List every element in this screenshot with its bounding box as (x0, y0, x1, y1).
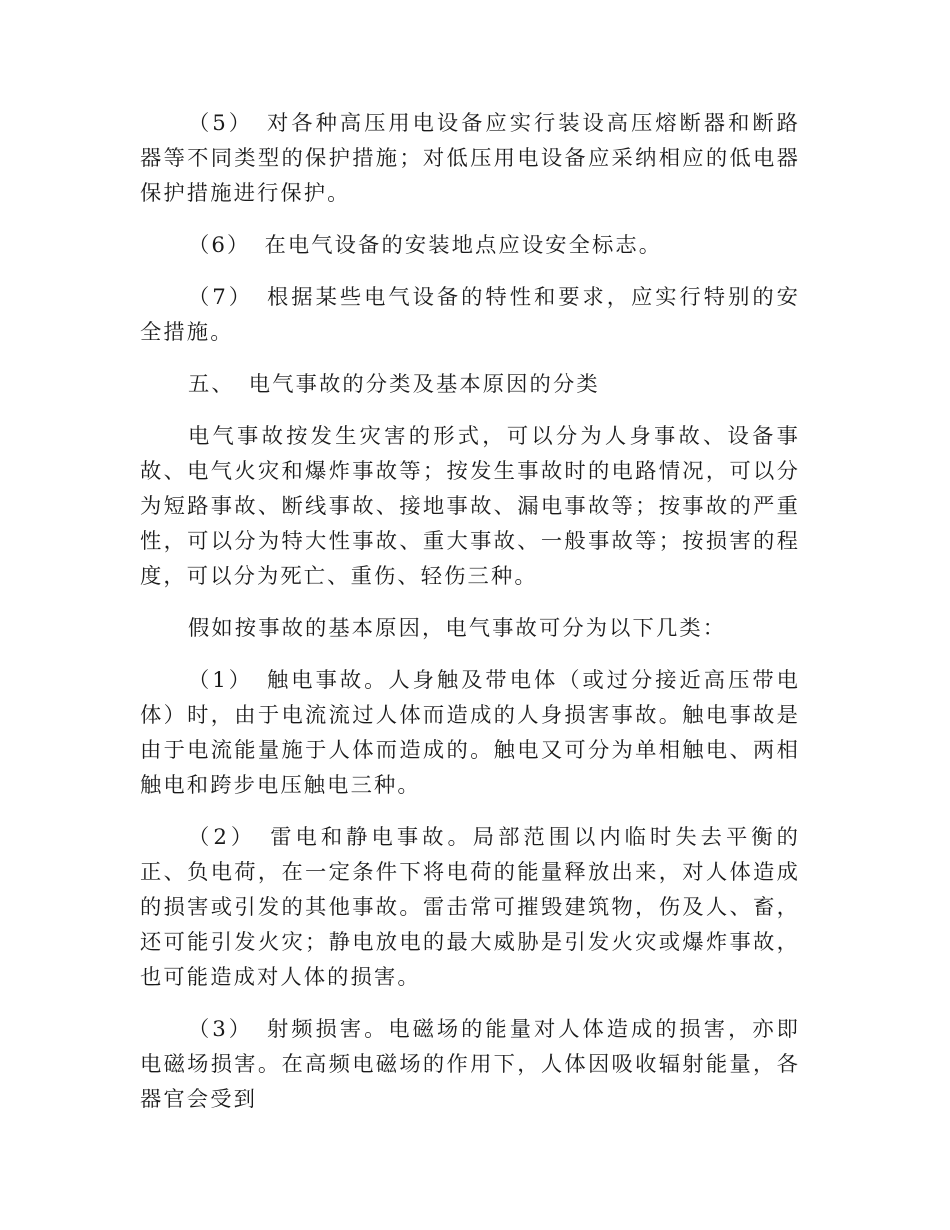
section-heading (140, 367, 800, 402)
paragraph-text: 假如按事故的基本原因，电气事故可分为以下几类： (188, 616, 727, 641)
item-number: （2） (188, 825, 257, 850)
paragraph-item-2 (140, 820, 800, 995)
paragraph-text: 雷电和静电事故。局部范围以内临时失去平衡的正、负电荷，在一定条件下将电荷的能量释放出来，对人体造成的损害或引发的其他事故。雷击常可摧毁建筑物，伤及人、畜，还可能引发火灾；静电放电的最大威胁是引发火灾或爆炸事故，也可能造成对人体的损害。 (140, 825, 800, 990)
paragraph-text: 对各种高压用电设备应实行装设高压熔断器和断路器等不同类型的保护措施；对低压用电设备应采纳相应的低电器保护措施进行保护。 (140, 111, 800, 206)
paragraph-intro-causes (140, 611, 800, 646)
paragraph-text: 射频损害。电磁场的能量对人体造成的损害，亦即电磁场损害。在高频电磁场的作用下，人体因吸收辐射能量，各器官会受到 (140, 1017, 800, 1112)
item-number: （6） (188, 233, 251, 258)
paragraph-text: 电气事故按发生灾害的形式，可以分为人身事故、设备事故、电气火灾和爆炸事故等；按发生事故时的电路情况，可以分为短路事故、断线事故、接地事故、漏电事故等；按事故的严重性，可以分为特大性事故、重大事故、一般事故等；按损害的程度，可以分为死亡、重伤、轻伤三种。 (140, 424, 800, 589)
item-number: （5） (188, 111, 254, 136)
paragraph-item-7 (140, 280, 800, 350)
paragraph-classification (140, 419, 800, 594)
paragraph-item-3 (140, 1012, 800, 1117)
paragraph-text: 触电事故。人身触及带电体（或过分接近高压带电体）时，由于电流流过人体而造成的人身损害事故。触电事故是由于电流能量施于人体而造成的。触电又可分为单相触电、两相触电和跨步电压触电三种。 (140, 668, 800, 798)
paragraph-text: 根据某些电气设备的特性和要求，应实行特别的安全措施。 (140, 285, 800, 345)
item-number: （3） (188, 1017, 254, 1042)
item-number: （7） (188, 285, 254, 310)
item-number: （1） (188, 668, 254, 693)
paragraph-text: 在电气设备的安装地点应设安全标志。 (264, 233, 663, 258)
paragraph-item-5 (140, 106, 800, 211)
section-title: 电气事故的分类及基本原因的分类 (248, 372, 600, 397)
paragraph-item-1 (140, 663, 800, 803)
section-number: 五、 (188, 372, 235, 397)
paragraph-item-6 (140, 228, 800, 263)
document-page (140, 106, 800, 1134)
